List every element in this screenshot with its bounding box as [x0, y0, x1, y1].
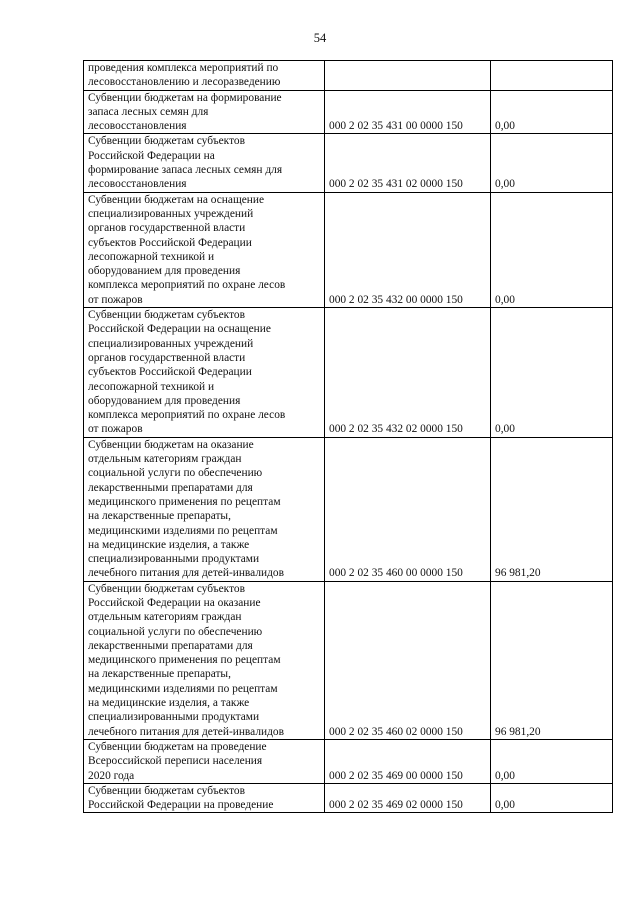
row-description-line: оборудованием для проведения: [88, 394, 241, 407]
row-description-line: Субвенции бюджетам на оказание: [88, 438, 254, 451]
row-description-line: Субвенции бюджетам на оснащение: [88, 193, 265, 206]
row-description-line: на медицинские изделия, а также: [88, 697, 250, 710]
row-amount-cell: 0,00: [491, 192, 613, 307]
row-description-line: лекарственными препаратами для: [88, 639, 253, 652]
row-budget-code-cell: 000 2 02 35 431 02 0000 150: [325, 134, 491, 192]
table-row: [84, 61, 613, 91]
row-description-line: Российской Федерации на: [88, 149, 215, 162]
table-row: [84, 308, 613, 438]
row-description-cell: [84, 437, 325, 581]
row-description-line: Субвенции бюджетам на формирование: [88, 91, 282, 104]
row-description-line: оборудованием для проведения: [88, 265, 241, 278]
row-budget-code-cell: 000 2 02 35 432 02 0000 150: [325, 308, 491, 438]
row-description-line: лесовосстановлению и лесоразведению: [88, 76, 281, 89]
row-description-line: комплекса мероприятий по охране лесов: [88, 279, 286, 292]
row-budget-code-cell: 000 2 02 35 432 00 0000 150: [325, 192, 491, 307]
row-description-line: 2020 года: [88, 769, 135, 782]
row-description-line: Российской Федерации на оснащение: [88, 323, 271, 336]
table-row: [84, 581, 613, 739]
row-description-cell: [84, 192, 325, 307]
row-amount-cell: 0,00: [491, 90, 613, 134]
row-description-line: комплекса мероприятий по охране лесов: [88, 409, 286, 422]
row-description-line: субъектов Российской Федерации: [88, 236, 252, 249]
row-description-line: Российской Федерации на проведение: [88, 799, 274, 812]
table-row: [84, 192, 613, 307]
row-description-line: субъектов Российской Федерации: [88, 366, 252, 379]
row-description-line: лечебного питания для детей-инвалидов: [88, 567, 284, 580]
table-row: [84, 134, 613, 192]
row-description-line: Субвенции бюджетам субъектов: [88, 135, 245, 148]
row-description-line: лечебного питания для детей-инвалидов: [88, 725, 284, 738]
row-description-line: от пожаров: [88, 293, 143, 306]
row-description-line: лекарственными препаратами для: [88, 481, 253, 494]
row-amount-cell: 96 981,20: [491, 581, 613, 739]
row-amount-cell: 0,00: [491, 739, 613, 783]
row-description-line: органов государственной власти: [88, 222, 246, 235]
row-description-line: Субвенции бюджетам субъектов: [88, 582, 245, 595]
row-budget-code-cell: 000 2 02 35 469 02 0000 150: [325, 783, 491, 813]
row-description-line: специализированных учреждений: [88, 207, 254, 220]
row-description-cell: [84, 581, 325, 739]
row-description-line: лесопожарной техникой и: [88, 250, 215, 263]
budget-table-body: [84, 61, 613, 813]
row-description-cell: [84, 783, 325, 813]
row-description-line: медицинскими изделиями по рецептам: [88, 682, 278, 695]
row-description-line: медицинского применения по рецептам: [88, 654, 281, 667]
row-amount-cell: [491, 61, 613, 91]
row-description-line: Субвенции бюджетам на проведение: [88, 740, 267, 753]
row-description-line: запаса лесных семян для: [88, 105, 209, 118]
row-description-line: специализированных учреждений: [88, 337, 254, 350]
row-description-line: отдельным категориям граждан: [88, 611, 242, 624]
row-description-cell: [84, 134, 325, 192]
row-description-line: Российской Федерации на оказание: [88, 596, 261, 609]
row-description-line: специализированными продуктами: [88, 553, 260, 566]
row-description-line: на лекарственные препараты,: [88, 668, 231, 681]
row-description-line: на лекарственные препараты,: [88, 510, 231, 523]
table-row: [84, 739, 613, 783]
row-description-line: лесовосстановления: [88, 178, 187, 191]
row-description-cell: [84, 61, 325, 91]
row-description-line: специализированными продуктами: [88, 711, 260, 724]
row-budget-code-cell: 000 2 02 35 460 02 0000 150: [325, 581, 491, 739]
row-description-line: социальной услуги по обеспечению: [88, 625, 263, 638]
row-description-line: лесопожарной техникой и: [88, 380, 215, 393]
row-description-line: формирование запаса лесных семян для: [88, 164, 283, 177]
row-budget-code-cell: 000 2 02 35 469 00 0000 150: [325, 739, 491, 783]
row-description-line: проведения комплекса мероприятий по: [88, 62, 279, 74]
row-description-line: органов государственной власти: [88, 351, 246, 364]
budget-table: [83, 60, 613, 813]
table-row: [84, 90, 613, 134]
row-description-line: социальной услуги по обеспечению: [88, 467, 263, 480]
row-budget-code-cell: 000 2 02 35 460 00 0000 150: [325, 437, 491, 581]
row-description-line: лесовосстановления: [88, 120, 187, 133]
row-description-line: от пожаров: [88, 423, 143, 436]
row-amount-cell: 0,00: [491, 134, 613, 192]
table-row: [84, 783, 613, 813]
row-description-line: Субвенции бюджетам субъектов: [88, 784, 245, 797]
row-description-line: Всероссийской переписи населения: [88, 755, 263, 768]
row-description-line: Субвенции бюджетам субъектов: [88, 309, 245, 322]
row-budget-code-cell: [325, 61, 491, 91]
row-description-line: медицинского применения по рецептам: [88, 495, 281, 508]
row-description-cell: [84, 739, 325, 783]
row-description-line: медицинскими изделиями по рецептам: [88, 524, 278, 537]
row-amount-cell: 96 981,20: [491, 437, 613, 581]
row-amount-cell: 0,00: [491, 783, 613, 813]
table-row: [84, 437, 613, 581]
row-description-line: на медицинские изделия, а также: [88, 538, 250, 551]
row-budget-code-cell: 000 2 02 35 431 00 0000 150: [325, 90, 491, 134]
page-number: 54: [313, 31, 327, 45]
row-description-cell: [84, 90, 325, 134]
row-description-line: отдельным категориям граждан: [88, 453, 242, 466]
row-amount-cell: 0,00: [491, 308, 613, 438]
row-description-cell: [84, 308, 325, 438]
